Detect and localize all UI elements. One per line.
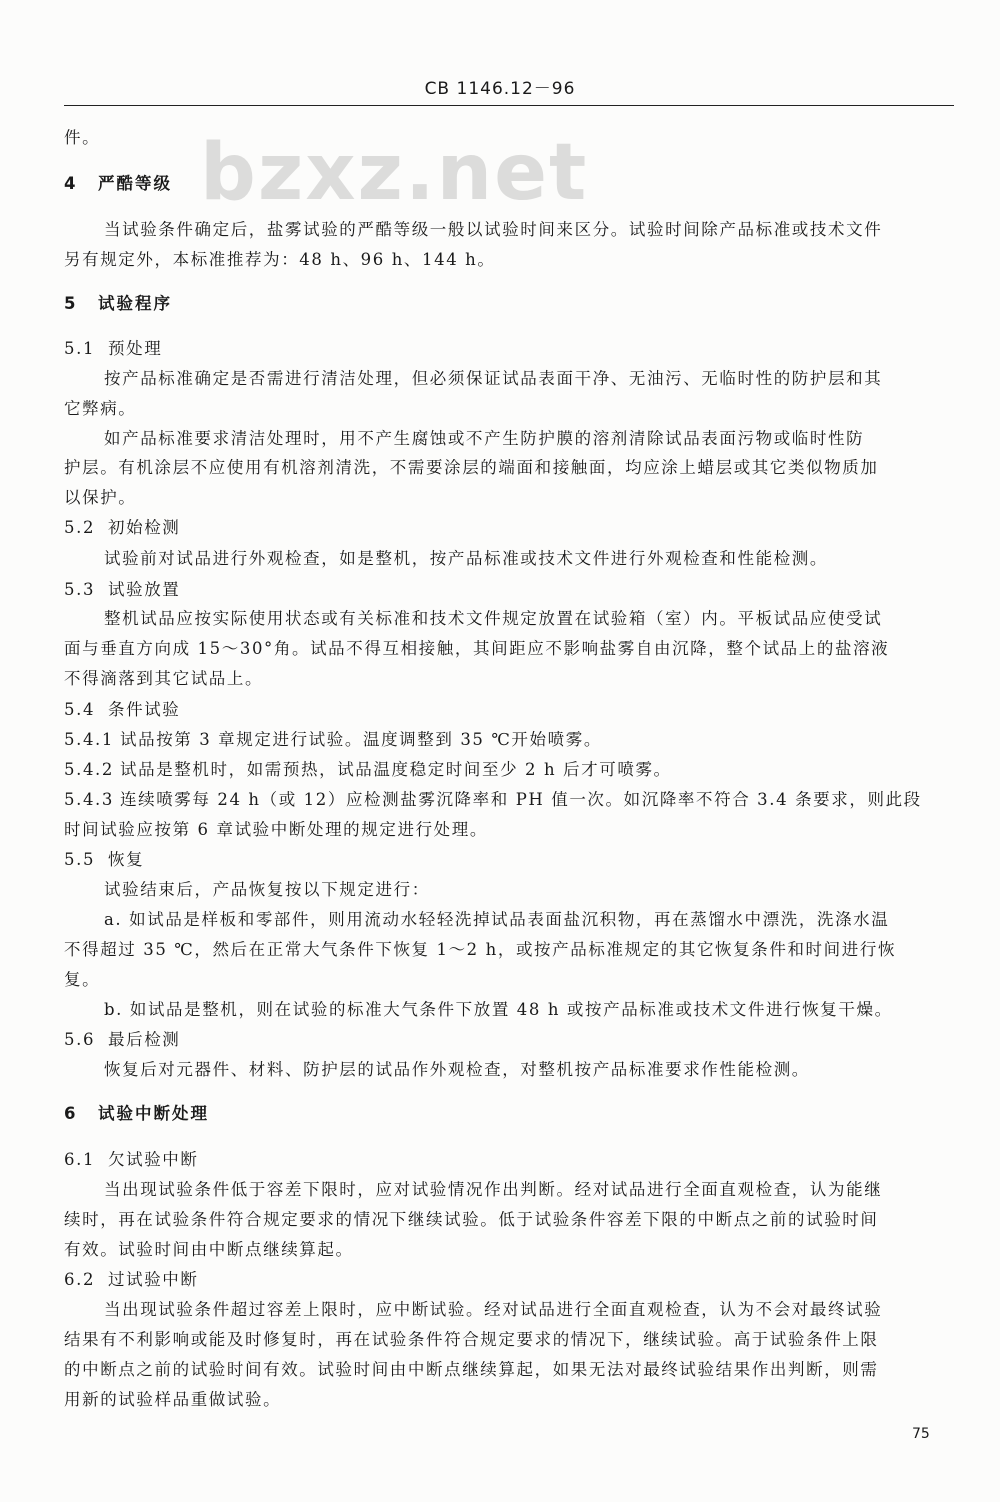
section-number: 4 bbox=[64, 174, 78, 193]
clause-5-4-2 bbox=[64, 758, 954, 782]
section-number: 5.6 bbox=[64, 1030, 96, 1049]
section-title: 恢复 bbox=[108, 850, 145, 869]
standard-code-header: CB 1146.12－96 bbox=[424, 79, 576, 99]
section-6-heading bbox=[64, 1102, 954, 1126]
text-line: 续时，再在试验条件符合规定要求的情况下继续试验。低于试验条件容差下限的中断点之前的试验时间 bbox=[64, 1210, 879, 1229]
clause-text: 试品是整机时，如需预热，试品温度稳定时间至少 2 h 后才可喷雾。 bbox=[120, 760, 672, 779]
clause-text: 试品按第 3 章规定进行试验。温度调整到 35 ℃开始喷雾。 bbox=[120, 730, 602, 749]
subsection-6-2-heading bbox=[64, 1268, 954, 1292]
text-line: 用新的试验样品重做试验。 bbox=[64, 1390, 282, 1409]
clause-number: 5.4.2 bbox=[64, 760, 114, 779]
text-line: 面与垂直方向成 15～30°角。试品不得互相接触，其间距应不影响盐雾自由沉降，整个试品上的盐溶液 bbox=[64, 639, 890, 658]
section-title: 条件试验 bbox=[108, 700, 181, 719]
text-line: 时间试验应按第 6 章试验中断处理的规定进行处理。 bbox=[64, 820, 488, 839]
text-line: 有效。试验时间由中断点继续算起。 bbox=[64, 1240, 354, 1259]
text-line: a. 如试品是样板和零部件，则用流动水轻轻洗掉试品表面盐沉积物，再在蒸馏水中漂洗，洗涤水温 bbox=[104, 910, 890, 929]
text-line: 不得滴落到其它试品上。 bbox=[64, 669, 264, 688]
text-line: 结果有不利影响或能及时修复时，再在试验条件符合规定要求的情况下，继续试验。高于试验条件上限 bbox=[64, 1330, 879, 1349]
section-title: 过试验中断 bbox=[108, 1270, 199, 1289]
section-number: 6.1 bbox=[64, 1150, 96, 1169]
header-rule bbox=[64, 105, 954, 106]
section-number: 5.5 bbox=[64, 850, 96, 869]
text-line: 件。 bbox=[64, 128, 101, 147]
section-title: 欠试验中断 bbox=[108, 1150, 199, 1169]
section-number: 5 bbox=[64, 294, 78, 313]
section-number: 6 bbox=[64, 1104, 78, 1123]
text-line: 试验前对试品进行外观检查，如是整机，按产品标准或技术文件进行外观检查和性能检测。 bbox=[104, 549, 828, 568]
watermark: bzxz.net bbox=[200, 128, 589, 218]
section-title: 试验程序 bbox=[98, 294, 172, 313]
section-title: 初始检测 bbox=[108, 518, 181, 537]
text-line: 如产品标准要求清洁处理时，用不产生腐蚀或不产生防护膜的溶剂清除试品表面污物或临时性防 bbox=[104, 429, 865, 448]
subsection-5-4-heading bbox=[64, 698, 954, 722]
text-line: 的中断点之前的试验时间有效。试验时间由中断点继续算起，如果无法对最终试验结果作出判断，则需 bbox=[64, 1360, 879, 1379]
section-4-heading bbox=[64, 172, 954, 196]
subsection-5-2-heading bbox=[64, 516, 954, 540]
clause-5-4-1 bbox=[64, 728, 954, 752]
section-number: 5.3 bbox=[64, 580, 96, 599]
section-number: 5.4 bbox=[64, 700, 96, 719]
clause-number: 5.4.1 bbox=[64, 730, 114, 749]
section-5-heading bbox=[64, 292, 954, 316]
text-line: 整机试品应按实际使用状态或有关标准和技术文件规定放置在试验箱（室）内。平板试品应使受试 bbox=[104, 609, 883, 628]
section-title: 试验放置 bbox=[108, 580, 181, 599]
subsection-5-3-heading bbox=[64, 578, 954, 602]
text-line: 不得超过 35 ℃，然后在正常大气条件下恢复 1～2 h，或按产品标准规定的其它恢复条件和时间进行恢 bbox=[64, 940, 897, 959]
text-line: 当出现试验条件超过容差上限时，应中断试验。经对试品进行全面直观检查，认为不会对最终试验 bbox=[104, 1300, 883, 1319]
text-line: 另有规定外，本标准推荐为：48 h、96 h、144 h。 bbox=[64, 250, 496, 269]
section-title: 最后检测 bbox=[108, 1030, 181, 1049]
text-line: b. 如试品是整机，则在试验的标准大气条件下放置 48 h 或按产品标准或技术文件进行恢复干燥。 bbox=[104, 1000, 893, 1019]
text-line: 以保护。 bbox=[64, 488, 137, 507]
subsection-6-1-heading bbox=[64, 1148, 954, 1172]
section-number: 6.2 bbox=[64, 1270, 96, 1289]
section-title: 严酷等级 bbox=[98, 174, 172, 193]
section-number: 5.1 bbox=[64, 339, 96, 358]
page-number: 75 bbox=[912, 1426, 930, 1442]
clause-text: 连续喷雾每 24 h（或 12）应检测盐雾沉降率和 PH 值一次。如沉降率不符合 3.4 条要求，则此段 bbox=[120, 790, 922, 809]
text-line: 当出现试验条件低于容差下限时，应对试验情况作出判断。经对试品进行全面直观检查，认为能继 bbox=[104, 1180, 883, 1199]
subsection-5-1-heading bbox=[64, 337, 954, 361]
clause-5-4-3 bbox=[64, 788, 954, 812]
section-title: 预处理 bbox=[108, 339, 163, 358]
text-line: 护层。有机涂层不应使用有机溶剂清洗，不需要涂层的端面和接触面，均应涂上蜡层或其它类似物质加 bbox=[64, 458, 879, 477]
text-line: 试验结束后，产品恢复按以下规定进行： bbox=[104, 880, 430, 899]
subsection-5-5-heading bbox=[64, 848, 954, 872]
section-number: 5.2 bbox=[64, 518, 96, 537]
text-line: 当试验条件确定后，盐雾试验的严酷等级一般以试验时间来区分。试验时间除产品标准或技术文件 bbox=[104, 220, 883, 239]
text-line: 它弊病。 bbox=[64, 399, 137, 418]
text-line: 复。 bbox=[64, 970, 101, 989]
text-line: 按产品标准确定是否需进行清洁处理，但必须保证试品表面干净、无油污、无临时性的防护层和其 bbox=[104, 369, 883, 388]
subsection-5-6-heading bbox=[64, 1028, 954, 1052]
text-line: 恢复后对元器件、材料、防护层的试品作外观检查，对整机按产品标准要求作性能检测。 bbox=[104, 1060, 810, 1079]
section-title: 试验中断处理 bbox=[98, 1104, 209, 1123]
clause-number: 5.4.3 bbox=[64, 790, 114, 809]
